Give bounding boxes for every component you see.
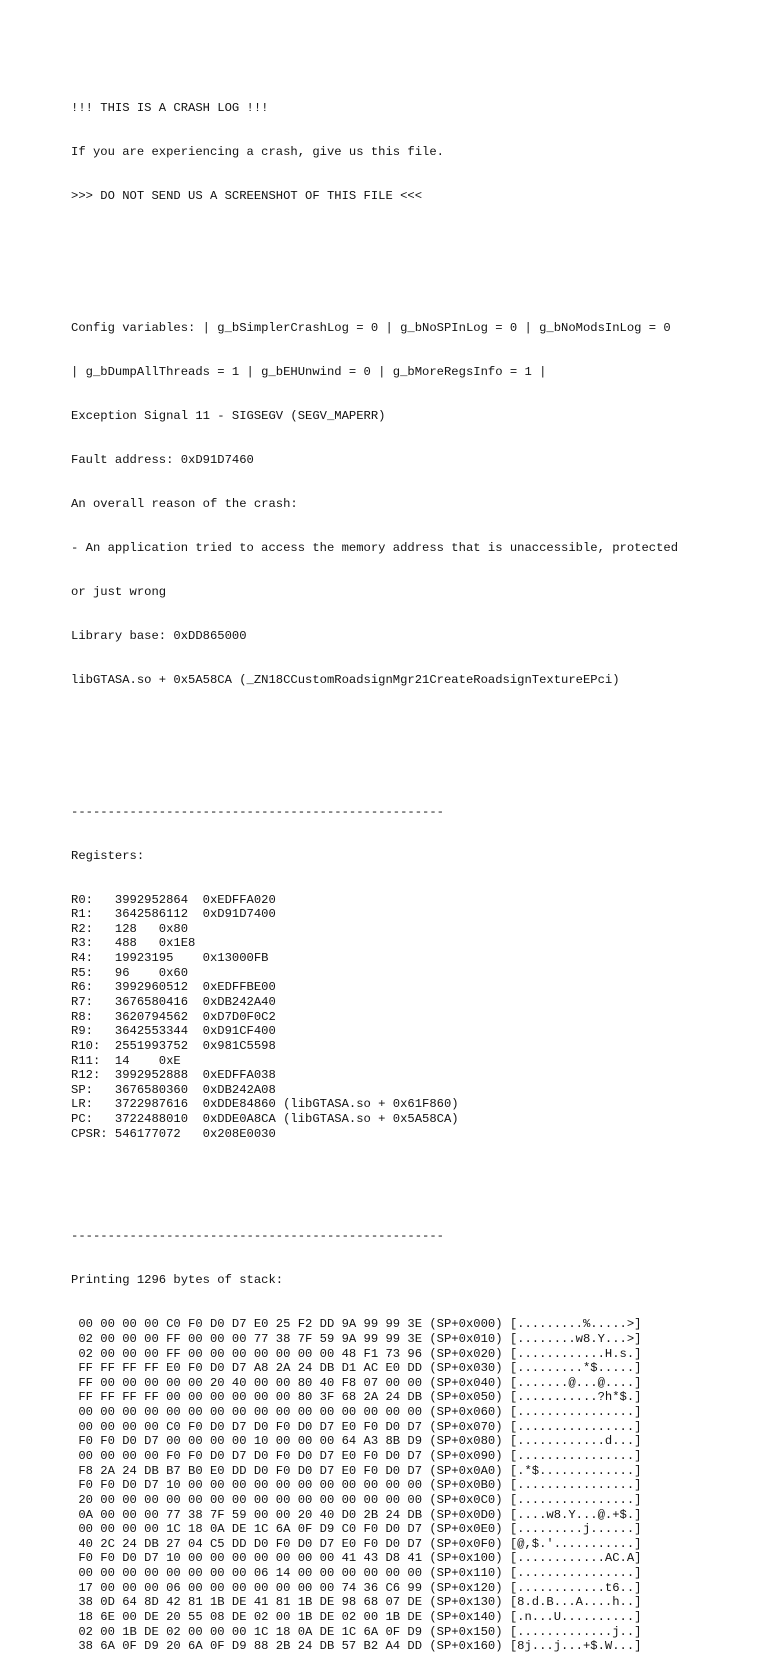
stack-row: 00 00 00 00 00 00 00 00 00 00 00 00 00 00 00 00 (SP+0x060) [................] [71,1405,642,1420]
crash-reason-text: - An application tried to access the memory address that is unaccessible, protected [71,540,679,555]
crash-reason-text-2: or just wrong [71,584,167,599]
stack-row: 20 00 00 00 00 00 00 00 00 00 00 00 00 00 00 00 (SP+0x0C0) [................] [71,1492,642,1507]
crash-location: libGTASA.so + 0x5A58CA (_ZN18CCustomRoadsignMgr21CreateRoadsignTextureEPci) [71,672,620,687]
separator-line: --------------------------------------------------- [71,1229,444,1244]
register-row: R7: 3676580416 0xDB242A40 [71,994,276,1009]
register-row: R9: 3642553344 0xD91CF400 [71,1024,276,1039]
config-variables-line: Config variables: | g_bSimplerCrashLog = 0 | g_bNoSPInLog = 0 | g_bNoModsInLog = 0 [71,321,671,336]
stack-row: 38 6A 0F D9 20 6A 0F D9 88 2B 24 DB 57 B2 A4 DD (SP+0x160) [8j...j...+$.W...] [71,1639,642,1654]
stack-row: 00 00 00 00 C0 F0 D0 D7 E0 25 F2 DD 9A 99 99 3E (SP+0x000) [.........%.....>] [71,1317,642,1332]
separator-line: --------------------------------------------------- [71,804,444,819]
stack-row: 02 00 00 00 FF 00 00 00 77 38 7F 59 9A 99 99 3E (SP+0x010) [........w8.Y...>] [71,1331,642,1346]
register-row: CPSR: 546177072 0x208E0030 [71,1126,276,1141]
library-base: Library base: 0xDD865000 [71,628,247,643]
register-row: LR: 3722987616 0xDDE84860 (libGTASA.so + 0x61F860) [71,1097,459,1112]
stack-dump [71,1317,751,1654]
registers-heading: Registers: [71,848,145,863]
register-row: SP: 3676580360 0xDB242A08 [71,1082,276,1097]
config-variables-line-2: | g_bDumpAllThreads = 1 | g_bEHUnwind = 0 | g_bMoreRegsInfo = 1 | [71,365,547,380]
exception-signal: Exception Signal 11 - SIGSEGV (SEGV_MAPERR) [71,409,386,423]
crash-reason-heading: An overall reason of the crash: [71,496,298,511]
crash-log-document [71,72,751,1669]
stack-row: FF 00 00 00 00 00 20 40 00 00 80 40 F8 07 00 00 (SP+0x040) [.......@...@....] [71,1375,642,1390]
stack-row: F0 F0 D0 D7 10 00 00 00 00 00 00 00 41 43 D8 41 (SP+0x100) [............AC.A] [71,1551,642,1566]
register-row: R10: 2551993752 0x981C5598 [71,1038,276,1053]
blank-line [71,1171,751,1186]
stack-row: F0 F0 D0 D7 10 00 00 00 00 00 00 00 00 00 00 00 (SP+0x0B0) [................] [71,1478,642,1493]
registers-list [71,893,751,1142]
stack-row: 18 6E 00 DE 20 55 08 DE 02 00 1B DE 02 00 1B DE (SP+0x140) [.n...U..........] [71,1610,642,1625]
stack-row: 0A 00 00 00 77 38 7F 59 00 00 20 40 D0 2B 24 DB (SP+0x0D0) [....w8.Y...@.+$.] [71,1507,642,1522]
blank-line [71,233,751,248]
crash-info-section [71,292,751,717]
register-row: R2: 128 0x80 [71,921,189,936]
register-row: PC: 3722488010 0xDDE0A8CA (libGTASA.so + 0x5A58CA) [71,1112,459,1127]
blank-line [71,746,751,761]
stack-row: 02 00 00 00 FF 00 00 00 00 00 00 00 48 F1 73 96 (SP+0x020) [............H.s.] [71,1346,642,1361]
stack-row: F0 F0 D0 D7 00 00 00 00 10 00 00 00 64 A3 8B D9 (SP+0x080) [............d...] [71,1434,642,1449]
stack-row: 02 00 1B DE 02 00 00 00 1C 18 0A DE 1C 6A 0F D9 (SP+0x150) [.............j..] [71,1624,642,1639]
stack-row: 17 00 00 00 06 00 00 00 00 00 00 00 74 36 C6 99 (SP+0x120) [............t6..] [71,1580,642,1595]
register-row: R12: 3992952888 0xEDFFA038 [71,1068,276,1083]
stack-row: FF FF FF FF E0 F0 D0 D7 A8 2A 24 DB D1 AC E0 DD (SP+0x030) [.........*$.....] [71,1361,642,1376]
register-row: R8: 3620794562 0xD7D0F0C2 [71,1009,276,1024]
crash-log-warning: >>> DO NOT SEND US A SCREENSHOT OF THIS FILE <<< [71,189,423,204]
register-row: R5: 96 0x60 [71,965,189,980]
stack-heading: Printing 1296 bytes of stack: [71,1273,284,1288]
register-row: R1: 3642586112 0xD91D7400 [71,907,276,922]
register-row: R3: 488 0x1E8 [71,936,196,951]
stack-row: 00 00 00 00 00 00 00 00 06 14 00 00 00 00 00 00 (SP+0x110) [................] [71,1566,642,1581]
stack-row: 40 2C 24 DB 27 04 C5 DD D0 F0 D0 D7 E0 F0 D0 D7 (SP+0x0F0) [@,$.'...........] [71,1536,642,1551]
stack-row: F8 2A 24 DB B7 B0 E0 DD D0 F0 D0 D7 E0 F0 D0 D7 (SP+0x0A0) [.*$.............] [71,1463,642,1478]
stack-row: FF FF FF FF 00 00 00 00 00 00 80 3F 68 2A 24 DB (SP+0x050) [...........?h*$.] [71,1390,642,1405]
register-row: R4: 19923195 0x13000FB [71,951,269,966]
register-row: R6: 3992960512 0xEDFFBE00 [71,980,276,995]
register-row: R11: 14 0xE [71,1053,181,1068]
stack-row: 00 00 00 00 1C 18 0A DE 1C 6A 0F D9 C0 F0 D0 D7 (SP+0x0E0) [.........j......] [71,1522,642,1537]
stack-row: 00 00 00 00 F0 F0 D0 D7 D0 F0 D0 D7 E0 F0 D0 D7 (SP+0x090) [................] [71,1448,642,1463]
stack-row: 00 00 00 00 C0 F0 D0 D7 D0 F0 D0 D7 E0 F0 D0 D7 (SP+0x070) [................] [71,1419,642,1434]
fault-address: Fault address: 0xD91D7460 [71,452,254,467]
stack-row: 38 0D 64 8D 42 81 1B DE 41 81 1B DE 98 68 07 DE (SP+0x130) [8.d.B...A....h..] [71,1595,642,1610]
crash-log-banner: !!! THIS IS A CRASH LOG !!! [71,101,269,116]
crash-log-instruction: If you are experiencing a crash, give us this file. [71,145,444,160]
register-row: R0: 3992952864 0xEDFFA020 [71,892,276,907]
